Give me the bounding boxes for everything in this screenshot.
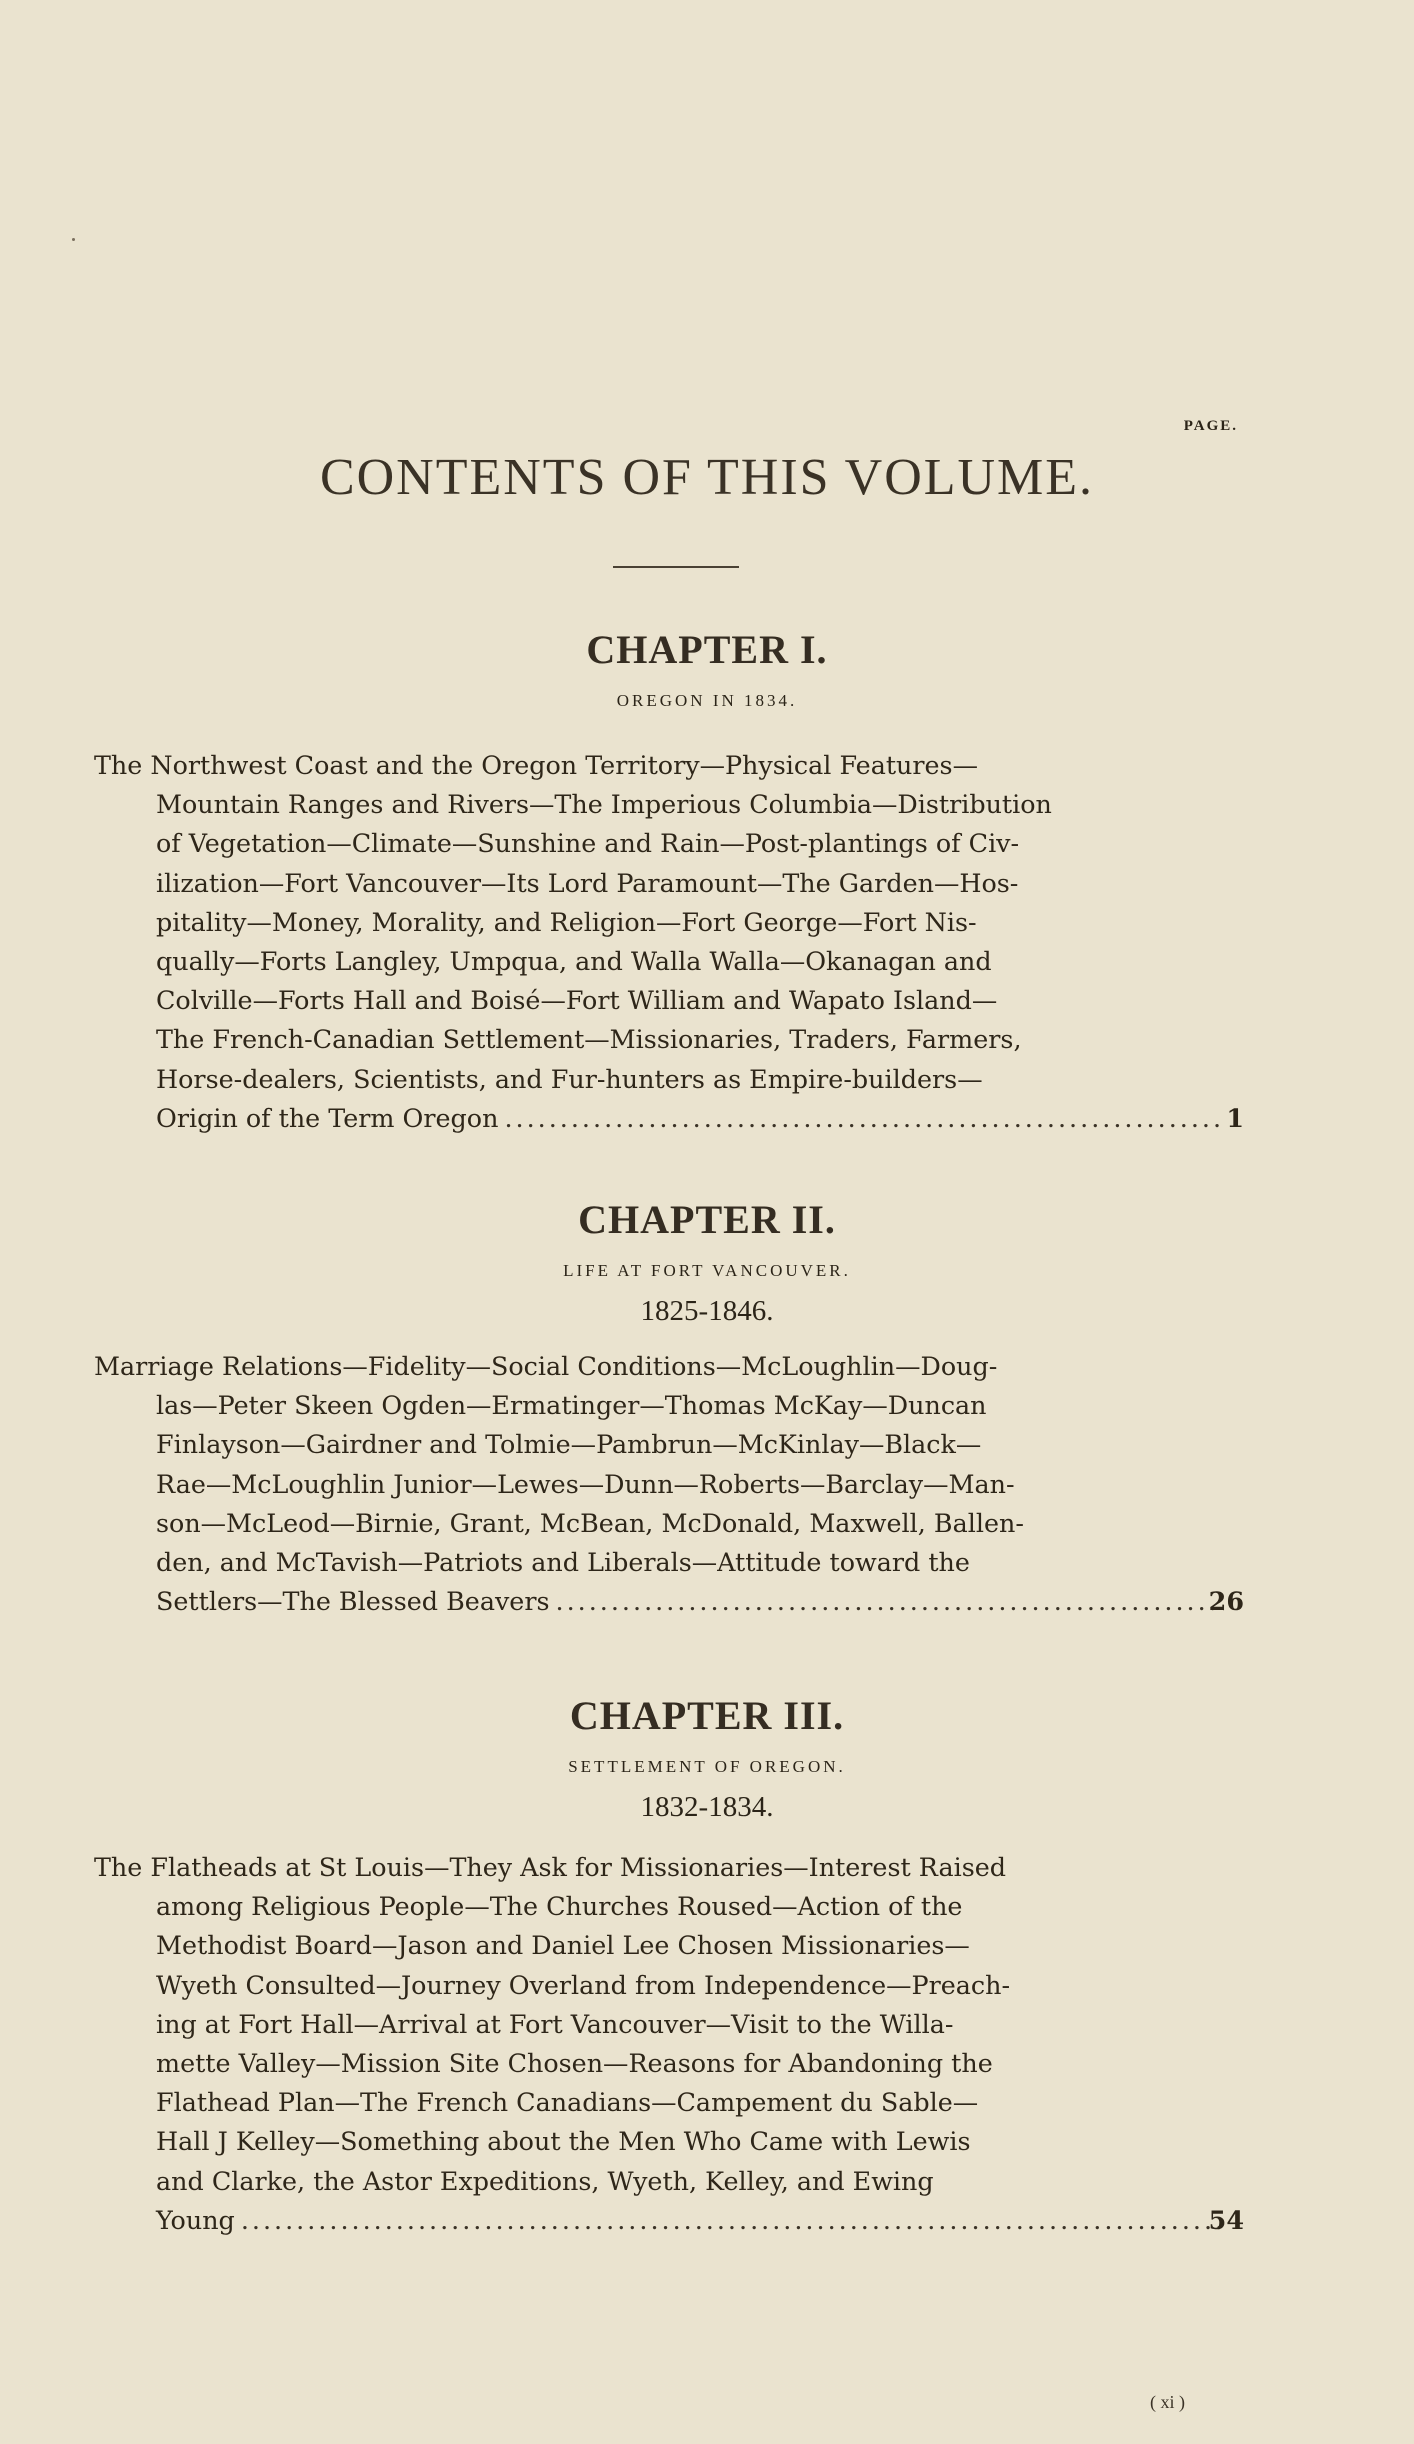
chapter-2 <box>0 1196 1414 1328</box>
summary-line: son—McLeod—Birnie, Grant, McBean, McDonald, Maxwell, Ballen- <box>156 1507 1024 1538</box>
summary-line: Finlayson—Gairdner and Tolmie—Pambrun—McKinlay—Black— <box>156 1429 982 1460</box>
summary-last-line <box>94 1099 1244 1138</box>
summary-line: las—Peter Skeen Ogden—Ermatinger—Thomas McKay—Duncan <box>156 1390 987 1421</box>
summary-line: Young <box>156 2204 235 2235</box>
title-rule <box>613 566 739 568</box>
page-speck <box>72 238 75 241</box>
summary-line: ing at Fort Hall—Arrival at Fort Vancouver—Visit to the Willa- <box>156 2008 954 2039</box>
summary-line: Settlers—The Blessed Beavers <box>156 1586 550 1617</box>
chapter-heading: CHAPTER III. <box>569 1693 845 1738</box>
summary-line: ilization—Fort Vancouver—Its Lord Paramount—The Garden—Hos- <box>156 867 1019 898</box>
summary-line: Horse-dealers, Scientists, and Fur-hunters as Empire-builders— <box>156 1063 983 1094</box>
chapter-dates: 1825-1846. <box>640 1295 774 1327</box>
summary-line: Rae—McLoughlin Junior—Lewes—Dunn—Roberts—Barclay—Man- <box>156 1468 1015 1499</box>
summary-line: Colville—Forts Hall and Boisé—Fort William and Wapato Island— <box>156 985 998 1016</box>
dot-leader <box>556 1582 1225 1621</box>
summary-line: qually—Forts Langley, Umpqua, and Walla Walla—Okanagan and <box>156 946 992 977</box>
summary-line: and Clarke, the Astor Expeditions, Wyeth, Kelley, and Ewing <box>156 2165 934 2196</box>
page-folio: ( xi ) <box>1150 2392 1185 2412</box>
chapter-3 <box>0 1692 1414 1824</box>
summary-line: among Religious People—The Churches Roused—Action of the <box>156 1891 963 1922</box>
chapter-1-summary <box>94 746 1244 1138</box>
summary-line: den, and McTavish—Patriots and Liberals—Attitude toward the <box>156 1547 970 1578</box>
chapter-3-summary <box>94 1848 1244 2240</box>
chapter-heading: CHAPTER I. <box>586 627 828 672</box>
dot-leader <box>241 2201 1224 2240</box>
summary-line: Methodist Board—Jason and Daniel Lee Chosen Missionaries— <box>156 1930 970 1961</box>
chapter-2-summary <box>94 1347 1244 1621</box>
summary-line: Origin of the Term Oregon <box>156 1102 499 1133</box>
summary-line: of Vegetation—Climate—Sunshine and Rain—Post-plantings of Civ- <box>156 828 1020 859</box>
chapter-dates: 1832-1834. <box>640 1791 774 1823</box>
summary-line: Marriage Relations—Fidelity—Social Conditions—McLoughlin—Doug- <box>94 1351 998 1381</box>
summary-line: Mountain Ranges and Rivers—The Imperious Columbia—Distribution <box>156 789 1052 820</box>
page-title: CONTENTS OF THIS VOLUME. <box>319 449 1095 506</box>
page-number: 26 <box>1208 1586 1244 1617</box>
summary-line: Hall J Kelley—Something about the Men Who Came with Lewis <box>156 2126 971 2157</box>
dot-leader <box>504 1099 1224 1138</box>
summary-last-line <box>94 2201 1244 2240</box>
page-column-label: PAGE. <box>1183 418 1238 434</box>
summary-last-line <box>94 1582 1244 1621</box>
summary-line: The Flatheads at St Louis—They Ask for Missionaries—Interest Raised <box>94 1852 1007 1882</box>
page-number: 1 <box>1226 1102 1244 1133</box>
summary-line: The Northwest Coast and the Oregon Territory—Physical Features— <box>94 750 978 780</box>
chapter-heading: CHAPTER II. <box>578 1197 836 1242</box>
chapter-subtitle: SETTLEMENT OF OREGON. <box>568 1757 846 1776</box>
chapter-subtitle: OREGON IN 1834. <box>616 691 798 710</box>
chapter-subtitle: LIFE AT FORT VANCOUVER. <box>563 1261 851 1280</box>
summary-line: mette Valley—Mission Site Chosen—Reasons for Abandoning the <box>156 2048 993 2079</box>
page-number: 54 <box>1208 2204 1244 2235</box>
chapter-1 <box>0 626 1414 711</box>
summary-line: Flathead Plan—The French Canadians—Campement du Sable— <box>156 2087 979 2118</box>
summary-line: pitality—Money, Morality, and Religion—Fort George—Fort Nis- <box>156 906 977 937</box>
summary-line: Wyeth Consulted—Journey Overland from Independence—Preach- <box>156 1969 1011 2000</box>
summary-line: The French-Canadian Settlement—Missionaries, Traders, Farmers, <box>156 1024 1022 1055</box>
